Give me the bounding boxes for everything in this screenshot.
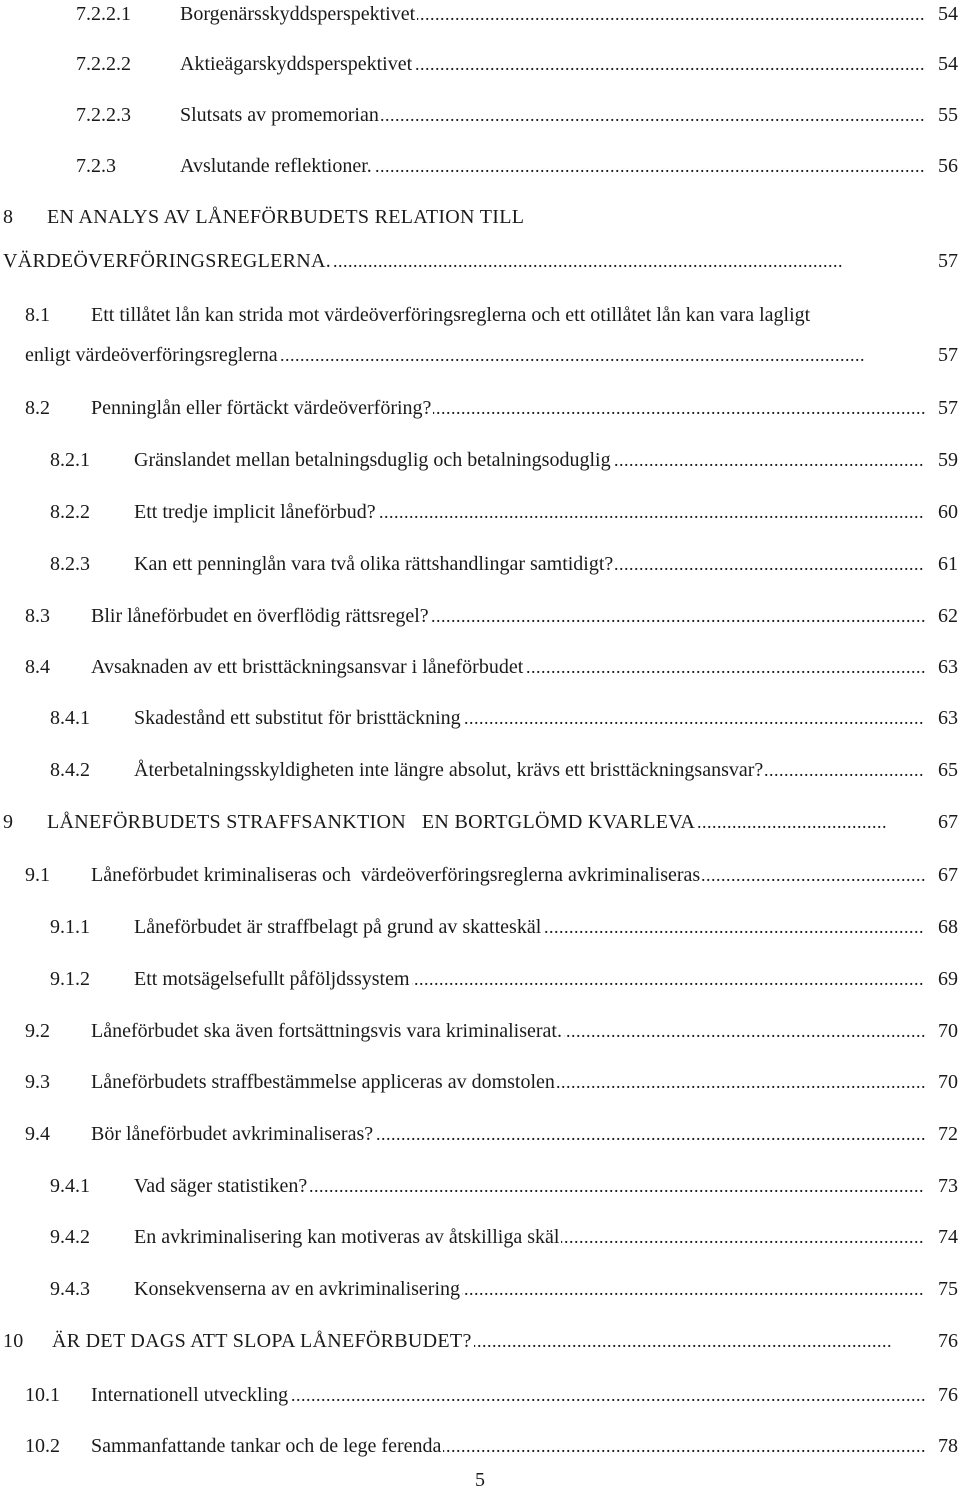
toc-entry[interactable] — [0, 914, 960, 940]
toc-entry[interactable] — [0, 1121, 960, 1147]
toc-title: Låneförbudet kriminaliseras och värdeöverföringsreglerna avkriminaliseras — [91, 864, 701, 886]
toc-entry[interactable] — [0, 1382, 960, 1408]
toc-title: Internationell utveckling — [91, 1384, 289, 1406]
toc-title-continuation: enligt värdeöverföringsreglerna — [25, 344, 278, 366]
toc-number: 9.1.2 — [50, 968, 90, 990]
toc-entry[interactable] — [0, 51, 960, 77]
toc-title: Gränslandet mellan betalningsduglig och betalningsoduglig — [134, 449, 611, 471]
toc-title-continuation: VÄRDEÖVERFÖRINGSREGLERNA. — [3, 250, 332, 272]
toc-number: 7.2.2.1 — [76, 3, 131, 25]
toc-number: 9.4.1 — [50, 1175, 90, 1197]
toc-page: 59 — [938, 449, 958, 471]
toc-number: 8.2.3 — [50, 553, 90, 575]
toc-page: 76 — [938, 1330, 958, 1352]
toc-entry[interactable] — [0, 603, 960, 629]
toc-title: Konsekvenserna av en avkriminalisering — [134, 1278, 461, 1300]
toc-entry[interactable] — [0, 1433, 960, 1459]
toc-number: 9 — [3, 811, 14, 833]
toc-entry[interactable] — [0, 1173, 960, 1199]
toc-number: 7.2.3 — [76, 155, 116, 177]
toc-page: 63 — [938, 656, 958, 678]
toc-page: 67 — [938, 864, 958, 886]
toc-page: 70 — [938, 1071, 958, 1093]
toc-page: 62 — [938, 605, 958, 627]
toc-number: 8.2 — [25, 397, 50, 419]
toc-number: 9.4 — [25, 1123, 50, 1145]
toc-number: 8.1 — [25, 304, 50, 326]
toc-title: Sammanfattande tankar och de lege ferenda — [91, 1435, 442, 1457]
toc-page: 54 — [938, 3, 958, 25]
toc-entry[interactable] — [0, 204, 960, 230]
toc-page: 73 — [938, 1175, 958, 1197]
toc-page: 54 — [938, 53, 958, 75]
toc-number: 8.3 — [25, 605, 50, 627]
toc-entry[interactable] — [0, 102, 960, 128]
toc-page: 56 — [938, 155, 958, 177]
toc-title: Ett motsägelsefullt påföljdssystem — [134, 968, 410, 990]
toc-entry[interactable] — [0, 966, 960, 992]
toc-entry-continuation[interactable] — [0, 248, 960, 274]
toc-entry[interactable] — [0, 1224, 960, 1250]
toc-title: Låneförbudets straffbestämmelse appliceras av domstolen — [91, 1071, 555, 1093]
toc-title: Återbetalningsskyldigheten inte längre absolut, krävs ett bristtäckningsansvar? — [134, 759, 764, 781]
toc-number: 8.2.2 — [50, 501, 90, 523]
toc-page: 68 — [938, 916, 958, 938]
toc-number: 9.1.1 — [50, 916, 90, 938]
toc-number: 9.4.3 — [50, 1278, 90, 1300]
toc-entry[interactable] — [0, 809, 960, 835]
toc-page: 78 — [938, 1435, 958, 1457]
toc-title: Skadestånd ett substitut för bristtäckning — [134, 707, 461, 729]
toc-title: Slutsats av promemorian — [180, 104, 379, 126]
toc-entry-continuation[interactable] — [0, 342, 960, 368]
toc-page: 69 — [938, 968, 958, 990]
toc-title: Låneförbudet ska även fortsättningsvis vara kriminaliserat. — [91, 1020, 562, 1042]
toc-number: 9.1 — [25, 864, 50, 886]
toc-page: 74 — [938, 1226, 958, 1248]
toc-title: Kan ett penninglån vara två olika rättshandlingar samtidigt? — [134, 553, 614, 575]
toc-entry[interactable] — [0, 499, 960, 525]
toc-number: 9.3 — [25, 1071, 50, 1093]
toc-number: 8.4 — [25, 656, 50, 678]
toc-title: Blir låneförbudet en överflödig rättsregel? — [91, 605, 429, 627]
toc-page: 76 — [938, 1384, 958, 1406]
toc-title: Ett tredje implicit låneförbud? — [134, 501, 376, 523]
toc-title: Penninglån eller förtäckt värdeöverföring? — [91, 397, 432, 419]
toc-title: Ett tillåtet lån kan strida mot värdeöverföringsreglerna och ett otillåtet lån kan vara lagligt — [91, 304, 811, 326]
toc-page: 67 — [938, 811, 958, 833]
toc-entry[interactable] — [0, 302, 960, 328]
toc-page: 57 — [938, 250, 958, 272]
toc-entry[interactable] — [0, 447, 960, 473]
toc-entry[interactable] — [0, 551, 960, 577]
toc-entry[interactable] — [0, 153, 960, 179]
toc-title: Avslutande reflektioner. — [180, 155, 372, 177]
toc-entry[interactable] — [0, 654, 960, 680]
toc-number: 8 — [3, 206, 14, 228]
toc-number: 8.2.1 — [50, 449, 90, 471]
toc-entry[interactable] — [0, 395, 960, 421]
toc-number: 7.2.2.3 — [76, 104, 131, 126]
toc-title: Avsaknaden av ett bristtäckningsansvar i låneförbudet — [91, 656, 524, 678]
toc-page: 72 — [938, 1123, 958, 1145]
toc-number: 9.2 — [25, 1020, 50, 1042]
toc-title: EN ANALYS AV LÅNEFÖRBUDETS RELATION TILL — [47, 206, 525, 228]
toc-entry[interactable] — [0, 757, 960, 783]
toc-number: 9.4.2 — [50, 1226, 90, 1248]
toc-number: 10.2 — [25, 1435, 60, 1457]
toc-number: 10.1 — [25, 1384, 60, 1406]
toc-title: ÄR DET DAGS ATT SLOPA LÅNEFÖRBUDET? — [52, 1330, 472, 1352]
toc-entry[interactable] — [0, 1, 960, 27]
toc-page: 55 — [938, 104, 958, 126]
toc-number: 8.4.2 — [50, 759, 90, 781]
toc-page: 65 — [938, 759, 958, 781]
toc-number: 10 — [3, 1330, 24, 1352]
toc-page: 75 — [938, 1278, 958, 1300]
toc-page: 61 — [938, 553, 958, 575]
toc-title: Borgenärsskyddsperspektivet — [180, 3, 416, 25]
toc-title: Låneförbudet är straffbelagt på grund av skatteskäl — [134, 916, 542, 938]
toc-title: Aktieägarskyddsperspektivet — [180, 53, 413, 75]
toc-page: 60 — [938, 501, 958, 523]
toc-entry[interactable] — [0, 705, 960, 731]
toc-title: Vad säger statistiken? — [134, 1175, 308, 1197]
toc-title: Bör låneförbudet avkriminaliseras? — [91, 1123, 374, 1145]
toc-number: 8.4.1 — [50, 707, 90, 729]
toc-page: 57 — [938, 344, 958, 366]
toc-entry[interactable] — [0, 862, 960, 888]
toc-page: 57 — [938, 397, 958, 419]
toc-entry[interactable] — [0, 1328, 960, 1354]
toc-entry[interactable] — [0, 1018, 960, 1044]
page-number: 5 — [475, 1469, 485, 1491]
toc-title: LÅNEFÖRBUDETS STRAFFSANKTION EN BORTGLÖMD KVARLEVA — [47, 811, 696, 833]
toc-number: 7.2.2.2 — [76, 53, 131, 75]
toc-entry[interactable] — [0, 1276, 960, 1302]
toc-title: En avkriminalisering kan motiveras av åtskilliga skäl — [134, 1226, 560, 1248]
toc-page: 70 — [938, 1020, 958, 1042]
toc-entry[interactable] — [0, 1069, 960, 1095]
toc-page: 63 — [938, 707, 958, 729]
